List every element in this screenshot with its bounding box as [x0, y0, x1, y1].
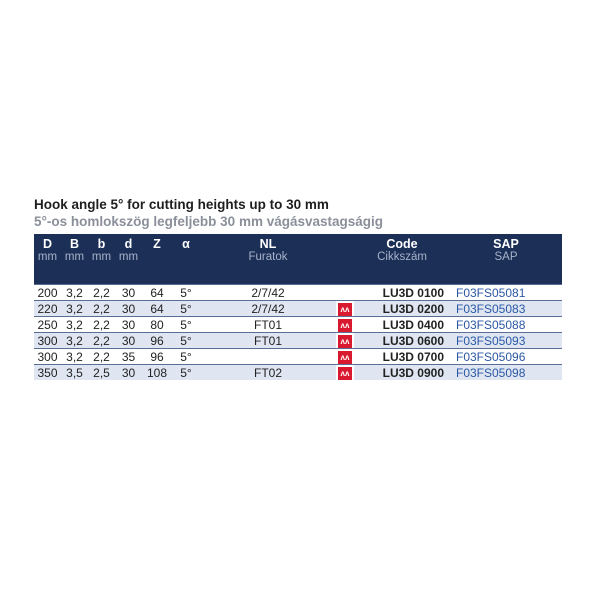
cell-b: 2,2 — [88, 301, 115, 317]
cell-icon — [336, 349, 354, 365]
cell-icon — [336, 365, 354, 381]
table-row — [34, 333, 562, 349]
saw-blade-icon: ʌʌ — [338, 367, 352, 380]
title-english: Hook angle 5° for cutting heights up to 30 mm — [34, 197, 329, 212]
cell-nl: 2/7/42 — [200, 285, 336, 301]
table-row — [34, 365, 562, 381]
cell-d: 200 — [34, 285, 61, 301]
cell-code: LU3D 0900 — [354, 365, 450, 381]
cell-nl — [200, 349, 336, 365]
cell-z: 108 — [142, 365, 172, 381]
col-d-big-header: D — [42, 237, 53, 251]
cell-sap: F03FS05098 — [450, 365, 562, 381]
cell-z: 80 — [142, 317, 172, 333]
cell-nl: FT01 — [200, 333, 336, 349]
header-row — [34, 234, 562, 251]
col-sap-subheader: SAP — [494, 251, 518, 263]
col-d-big-unit: mm — [37, 251, 58, 263]
cell-d: 30 — [115, 365, 142, 381]
table-body — [34, 285, 562, 381]
cell-b: 2,2 — [88, 285, 115, 301]
table-row — [34, 349, 562, 365]
cell-z: 64 — [142, 285, 172, 301]
cell-nl: 2/7/42 — [200, 301, 336, 317]
cell-d: 350 — [34, 365, 61, 381]
col-alpha-unit — [172, 251, 200, 268]
cell-icon — [336, 285, 354, 301]
cell-z: 96 — [142, 333, 172, 349]
cell-b: 3,2 — [61, 317, 88, 333]
subheader-row — [34, 251, 562, 268]
cell-b: 2,2 — [88, 349, 115, 365]
cell-b: 3,2 — [61, 349, 88, 365]
cell-alpha: 5° — [172, 349, 200, 365]
saw-blade-icon: ʌʌ — [338, 303, 352, 316]
header-spacer — [34, 268, 562, 285]
cell-b: 3,5 — [61, 365, 88, 381]
cell-alpha: 5° — [172, 365, 200, 381]
cell-code: LU3D 0600 — [354, 333, 450, 349]
cell-d: 35 — [115, 349, 142, 365]
cell-nl: FT01 — [200, 317, 336, 333]
cell-z: 64 — [142, 301, 172, 317]
cell-d: 300 — [34, 349, 61, 365]
cell-z: 96 — [142, 349, 172, 365]
cell-code: LU3D 0100 — [354, 285, 450, 301]
cell-d: 300 — [34, 333, 61, 349]
cell-alpha: 5° — [172, 333, 200, 349]
cell-sap: F03FS05083 — [450, 301, 562, 317]
title-hungarian: 5°-os homlokszög legfeljebb 30 mm vágásvastagságig — [34, 214, 384, 229]
cell-d: 30 — [115, 301, 142, 317]
col-nl-subheader: Furatok — [248, 251, 288, 263]
cell-b: 3,2 — [61, 285, 88, 301]
col-d-small-unit: mm — [118, 251, 139, 263]
cell-alpha: 5° — [172, 285, 200, 301]
col-b-small-unit: mm — [91, 251, 112, 263]
saw-blade-icon: ʌʌ — [338, 351, 352, 364]
col-icon-header — [336, 234, 354, 251]
cell-icon — [336, 317, 354, 333]
cell-icon — [336, 301, 354, 317]
cell-sap: F03FS05096 — [450, 349, 562, 365]
cell-d: 30 — [115, 333, 142, 349]
col-icon-unit — [336, 251, 354, 268]
cell-code: LU3D 0400 — [354, 317, 450, 333]
cell-icon — [336, 333, 354, 349]
col-code-header: Code — [386, 237, 418, 251]
cell-code: LU3D 0700 — [354, 349, 450, 365]
col-z-header: Z — [153, 237, 161, 251]
table-row — [34, 301, 562, 317]
col-nl-header: NL — [259, 237, 277, 251]
saw-blade-icon: ʌʌ — [338, 319, 352, 332]
cell-b: 3,2 — [61, 333, 88, 349]
cell-nl: FT02 — [200, 365, 336, 381]
table-row — [34, 317, 562, 333]
col-alpha-header: α — [182, 237, 190, 251]
cell-b: 2,2 — [88, 333, 115, 349]
cell-sap: F03FS05088 — [450, 317, 562, 333]
col-z-unit — [142, 251, 172, 268]
saw-blade-icon: ʌʌ — [338, 335, 352, 348]
cell-sap: F03FS05093 — [450, 333, 562, 349]
cell-d: 30 — [115, 317, 142, 333]
cell-b: 2,2 — [88, 317, 115, 333]
cell-d: 30 — [115, 285, 142, 301]
col-b-big-header: B — [69, 237, 80, 251]
cell-code: LU3D 0200 — [354, 301, 450, 317]
col-sap-header: SAP — [493, 237, 519, 251]
cell-alpha: 5° — [172, 317, 200, 333]
product-table — [34, 234, 562, 380]
cell-b: 3,2 — [61, 301, 88, 317]
cell-d: 220 — [34, 301, 61, 317]
col-b-small-header: b — [97, 237, 106, 251]
col-b-big-unit: mm — [64, 251, 85, 263]
cell-alpha: 5° — [172, 301, 200, 317]
table-row — [34, 285, 562, 301]
col-code-subheader: Cikkszám — [377, 251, 427, 263]
col-d-small-header: d — [124, 237, 133, 251]
cell-sap: F03FS05081 — [450, 285, 562, 301]
cell-b: 2,5 — [88, 365, 115, 381]
cell-d: 250 — [34, 317, 61, 333]
